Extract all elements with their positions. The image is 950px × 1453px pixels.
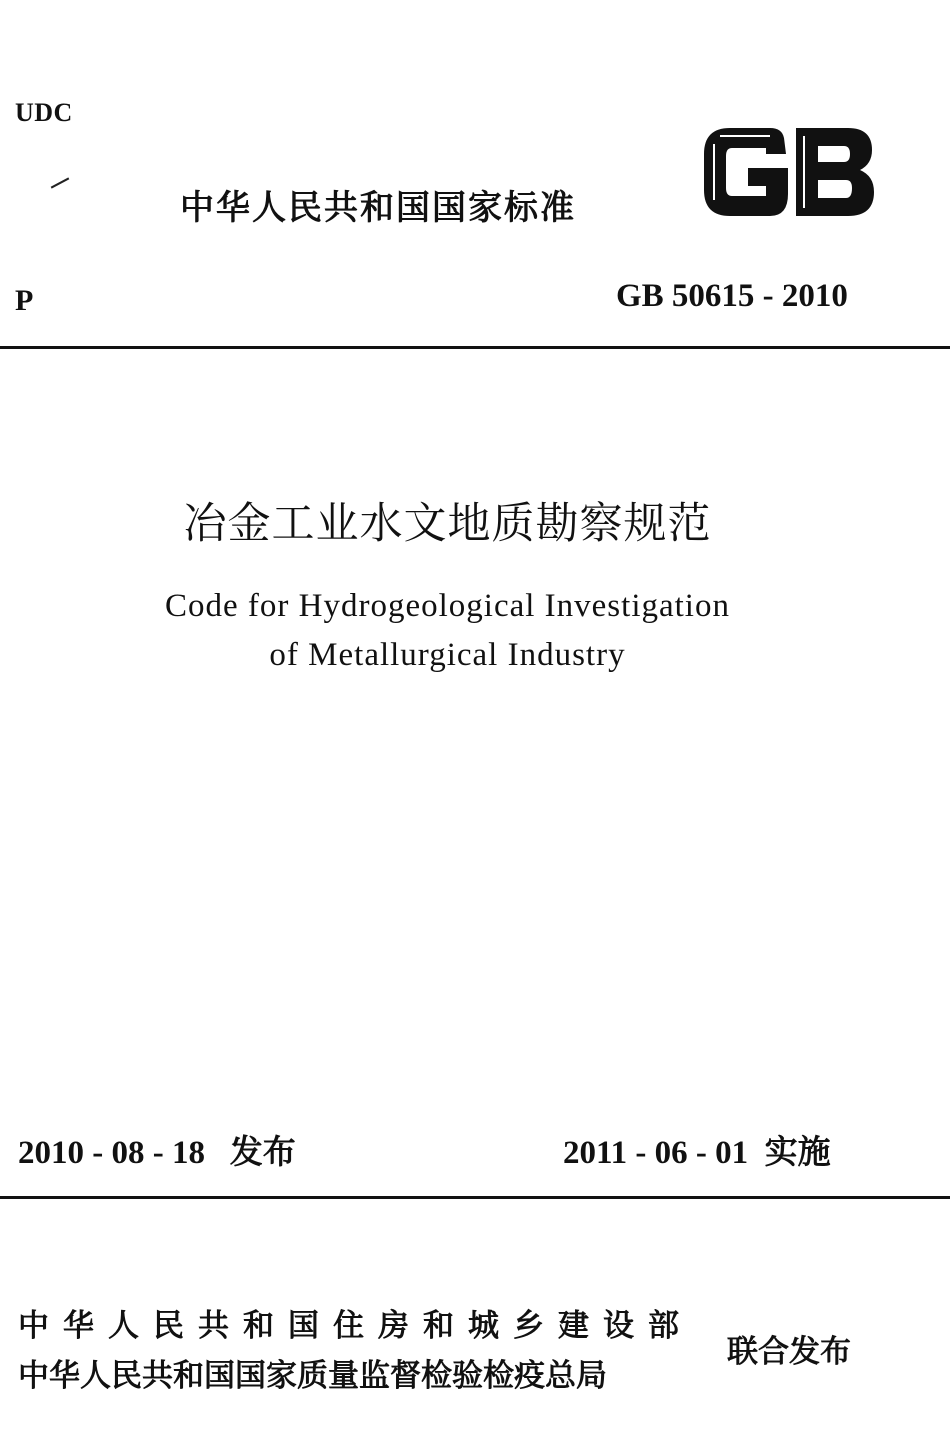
title-chinese: 冶金工业水文地质勘察规范 <box>183 499 712 549</box>
udc-label: UDC <box>15 98 73 127</box>
bottom-divider <box>0 1196 950 1199</box>
issue-label: 发布 <box>229 1132 296 1171</box>
category-code: P <box>15 284 34 317</box>
implement-date: 2011 - 06 - 01 <box>563 1135 749 1171</box>
title-english-line2: of Metallurgical Industry <box>269 637 626 673</box>
national-standard-heading: 中华人民共和国国家标准 <box>180 188 576 228</box>
implement-label: 实施 <box>764 1132 831 1171</box>
handwritten-mark <box>51 177 70 188</box>
joint-issue-label: 联合发布 <box>727 1334 851 1370</box>
standard-number: GB 50615 - 2010 <box>616 278 848 314</box>
title-english-line1: Code for Hydrogeological Investigation <box>165 588 730 624</box>
issue-date-block <box>18 1126 296 1173</box>
issuer-ministry-housing: 中华人民共和国住房和城乡建设部 <box>18 1308 693 1344</box>
title-english <box>0 582 895 680</box>
top-divider <box>0 346 950 349</box>
gb-logo-icon <box>700 124 878 220</box>
issuer-aqsiq: 中华人民共和国国家质量监督检验检疫总局 <box>18 1358 607 1394</box>
implement-date-block <box>563 1126 831 1173</box>
issue-date: 2010 - 08 - 18 <box>18 1135 205 1171</box>
